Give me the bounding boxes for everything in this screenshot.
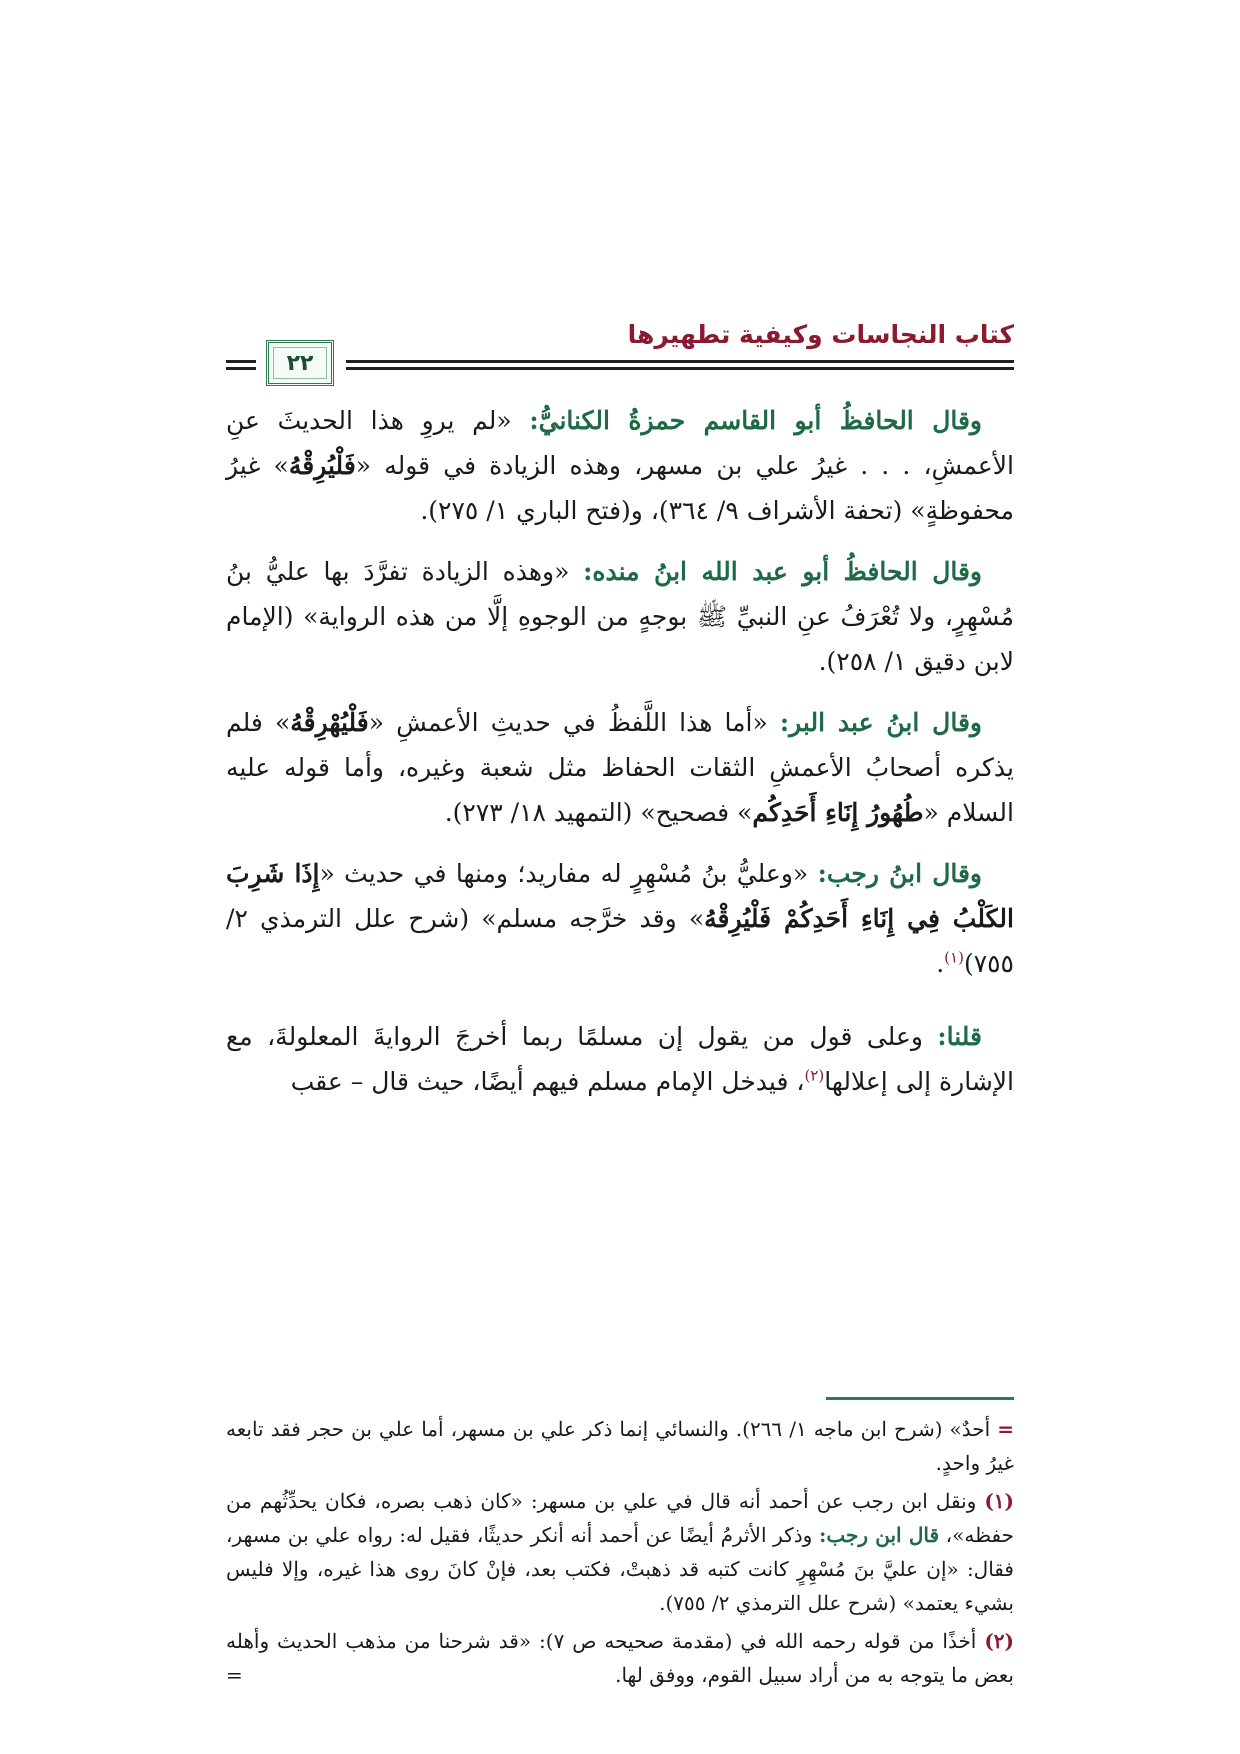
speaker-label: قلنا: bbox=[937, 1022, 982, 1051]
header-rule-left-top bbox=[226, 360, 256, 363]
footnote-mark: = bbox=[997, 1417, 1014, 1441]
quote-text: » غيرُ محفوظةٍ» (تحفة الأشراف ٩/ ٣٦٤)، و(فتح الباري ١/ ٢٧٥). bbox=[226, 451, 1014, 525]
quote-text: «وعليُّ بنُ مُسْهِرٍ له مفاريد؛ ومنها في حديث « bbox=[319, 859, 818, 888]
paragraph-qulna bbox=[226, 1014, 1014, 1104]
speaker-label: وقال الحافظُ أبو عبد الله ابنُ منده: bbox=[583, 557, 982, 586]
quote-text: . bbox=[936, 949, 945, 978]
quote-text: «أما هذا اللَّفظُ في حديثِ الأعمشِ « bbox=[368, 708, 780, 737]
paragraph-ibn-mandah bbox=[226, 549, 1014, 684]
hadith-phrase: طُهُورُ إِنَاءِ أَحَدِكُم bbox=[752, 798, 924, 827]
quote-text: » فلم يذكره أصحابُ الأعمشِ الثقات الحفاظ مثل شعبة وغيره، وأما قوله عليه السلام « bbox=[226, 708, 1014, 827]
quote-text: «وهذه الزيادة تفرَّدَ بها عليُّ بنُ مُسْهِرٍ، ولا تُعْرَفُ عنِ النبيِّ ﷺ بوجهٍ من الوجوهِ إلَّا من هذه الرواية» (الإمام لابن دقيق ١/ ٢٥٨). bbox=[226, 557, 1014, 676]
hadith-word: فَلْيُهْرِقْهُ bbox=[290, 708, 369, 737]
footnote-text: أخذًا من قوله رحمه الله في (مقدمة صحيحه ص ٧): «قد شرحنا من مذهب الحديث وأهله بعض ما يتوجه به من أراد سبيل القوم، ووفق لها. bbox=[226, 1629, 1014, 1687]
footnotes bbox=[226, 1412, 1014, 1696]
quote-text: » فصحيح» (التمهيد ١٨/ ٢٧٣). bbox=[444, 798, 753, 827]
paragraph-ibn-rajab bbox=[226, 851, 1014, 986]
quote-text: «لم يروِ هذا الحديثَ عنِ الأعمشِ، . . . غيرُ علي بن مسهر، وهذه الزيادة في قوله « bbox=[226, 406, 1014, 480]
body-text: وعلى قول من يقول إن مسلمًا ربما أخرجَ الروايةَ المعلولةَ، مع الإشارة إلى إعلالها bbox=[226, 1022, 1014, 1096]
continuation-mark: = bbox=[226, 1663, 243, 1687]
speaker-label: وقال ابنُ عبد البر: bbox=[779, 708, 982, 737]
book-title: كتاب النجاسات وكيفية تطهيرها bbox=[627, 320, 1014, 349]
footnote-continuation bbox=[226, 1412, 1014, 1480]
footnote-text: ونقل ابن رجب عن أحمد أنه قال في علي بن مسهر: «كان ذهب بصره، فكان يحدِّثُهم من حفظه»، bbox=[226, 1489, 1014, 1547]
page-number-text: ٢٢ bbox=[286, 350, 314, 376]
header-rules bbox=[226, 360, 1014, 372]
header-rule-top bbox=[346, 360, 1014, 363]
footnote-mark: (٢) bbox=[984, 1629, 1015, 1653]
speaker-label: وقال الحافظُ أبو القاسم حمزةُ الكنانيُّ: bbox=[529, 406, 983, 435]
footnote-text: وذكر الأثرمُ أيضًا عن أحمد أنه أنكر حديثًا، فقيل له: رواه علي بن مسهر، فقال: «إن عليَّ بنَ مُسْهِرٍ كانت كتبه قد ذهبتْ، فكتب بعد، فإنْ كانَ روى هذا غيره، وإلا فليس بشيء يعتمد» (شرح علل الترمذي ٢/ ٧٥٥). bbox=[226, 1523, 1014, 1615]
footnote-ref-2[interactable]: (٢) bbox=[804, 1066, 825, 1085]
speaker-label: وقال ابنُ رجب: bbox=[817, 859, 982, 888]
paragraph-hamza-kinani bbox=[226, 398, 1014, 533]
page-number bbox=[266, 340, 334, 386]
footnote-text: أحدٌ» (شرح ابن ماجه ١/ ٢٦٦). والنسائي إنما ذكر علي بن مسهر، أما علي بن حجر فقد تابعه غيرُ واحدٍ. bbox=[226, 1417, 1014, 1475]
footnote-separator bbox=[826, 1397, 1014, 1400]
footnote-ref-1[interactable]: (١) bbox=[944, 948, 964, 967]
header-rule-left-bottom bbox=[226, 367, 256, 370]
hadith-word: فَلْيُرِقْهُ bbox=[288, 451, 356, 480]
quote-text: » وقد خرَّجه مسلم» (شرح علل الترمذي ٢/ ٧٥٥) bbox=[226, 904, 1014, 978]
page-header bbox=[226, 312, 1014, 392]
body-text: ، فيدخل الإمام مسلم فيهم أيضًا، حيث قال – عقب bbox=[290, 1067, 805, 1096]
hadith-phrase: إِذَا شَرِبَ الكَلْبُ فِي إِنَاءِ أَحَدِكُمْ فَلْيُرِقْهُ bbox=[226, 859, 1014, 933]
main-text bbox=[226, 398, 1014, 1120]
header-rule-bottom bbox=[346, 367, 1014, 370]
footnote-speaker: قال ابن رجب: bbox=[818, 1523, 940, 1547]
paragraph-ibn-abd-al-barr bbox=[226, 700, 1014, 835]
footnote-1 bbox=[226, 1484, 1014, 1620]
footnote-2 bbox=[226, 1624, 1014, 1692]
footnote-mark: (١) bbox=[984, 1489, 1014, 1513]
